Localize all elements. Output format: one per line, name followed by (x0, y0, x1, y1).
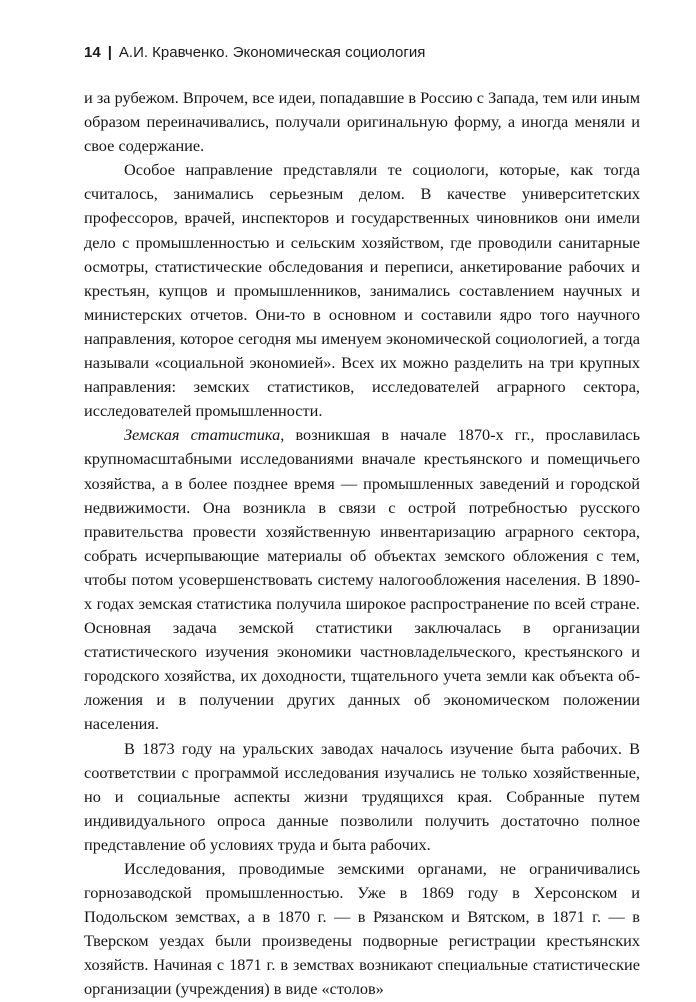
paragraph-5 (84, 857, 640, 1002)
paragraph-2 (84, 158, 640, 423)
paragraph-1 (84, 86, 640, 158)
page-number: 14 (84, 44, 101, 61)
paragraph-text: , возникшая в начале 1870-х гг., прославилась крупномасштабными исследованиями вначале крестьянского и помещичьего хозяйства, а в более позднее время — промышленных заведений и городской недвижимости. Она возникла в связи с острой потребностью русского правительства провести хозяйственную инвентаризацию аграрного сектора, собрать исчерпывающие материалы об объектах земского обложения с тем, чтобы потом усовершенствовать систему налогообложения населения. В 1890-х годах земская статистика получила широкое распространение по всей стране. Основная задача земской статистики заключалась в организации статистического изучения экономики частновладельческого, крестьянского и городского хозяйства, их доходности, тщательного учета земли как объекта обложения и в получении других данных об экономическом положении населения. (84, 425, 640, 734)
paragraph-3 (84, 423, 640, 736)
running-header (84, 44, 644, 61)
running-title: А.И. Кравченко. Экономическая социология (118, 44, 426, 61)
paragraph-text: В 1873 году на уральских заводах началось изучение быта рабочих. В соответствии с программой исследования изучались не только хозяйственные, но и социальные аспекты жизни трудящихся края. Собранные путем индивидуального опроса данные позволили получить достаточно полное представление об условиях труда и быта рабочих. (84, 738, 640, 854)
italic-term: Земская статистика (124, 425, 281, 445)
body-text (84, 86, 640, 1002)
paragraph-text: Особое направление представляли те социологи, которые, как тогда считалось, занимались серьезным делом. В качестве университетских профессоров, врачей, инспекторов и государственных чиновников они имели дело с промышленностью и сельским хозяйством, где проводили санитарные осмотры, статистические обследования и переписи, анкетирование рабочих и крестьян, купцов и промышленников, занимались составлением научных и министерских отчетов. Они-то в основном и составили ядро того научного направления, которое сегодня мы именуем экономической социологией, а тогда называли «социальной экономией». Всех их можно разделить на три крупных направления: земских статистиков, исследователей аграрного сектора, исследователей промышленности. (84, 160, 640, 421)
header-separator: | (107, 44, 112, 61)
paragraph-4 (84, 737, 640, 857)
paragraph-text: и за рубежом. Впрочем, все идеи, попадавшие в Россию с Запада, тем или иным образом переиначивались, получали оригинальную форму, а иногда меняли и свое содержание. (84, 88, 640, 156)
paragraph-text: Исследования, проводимые земскими органами, не ограничивались горнозаводской промышленностью. Уже в 1869 году в Херсонском и Подольском земствах, а в 1870 г. — в Рязанском и Вятском, в 1871 г. — в Тверском уездах были произведены подворные регистрации крестьянских хозяйств. Начиная с 1871 г. в земствах возникают специальные статистические организации (учреждения) в виде «столов» (84, 859, 640, 999)
